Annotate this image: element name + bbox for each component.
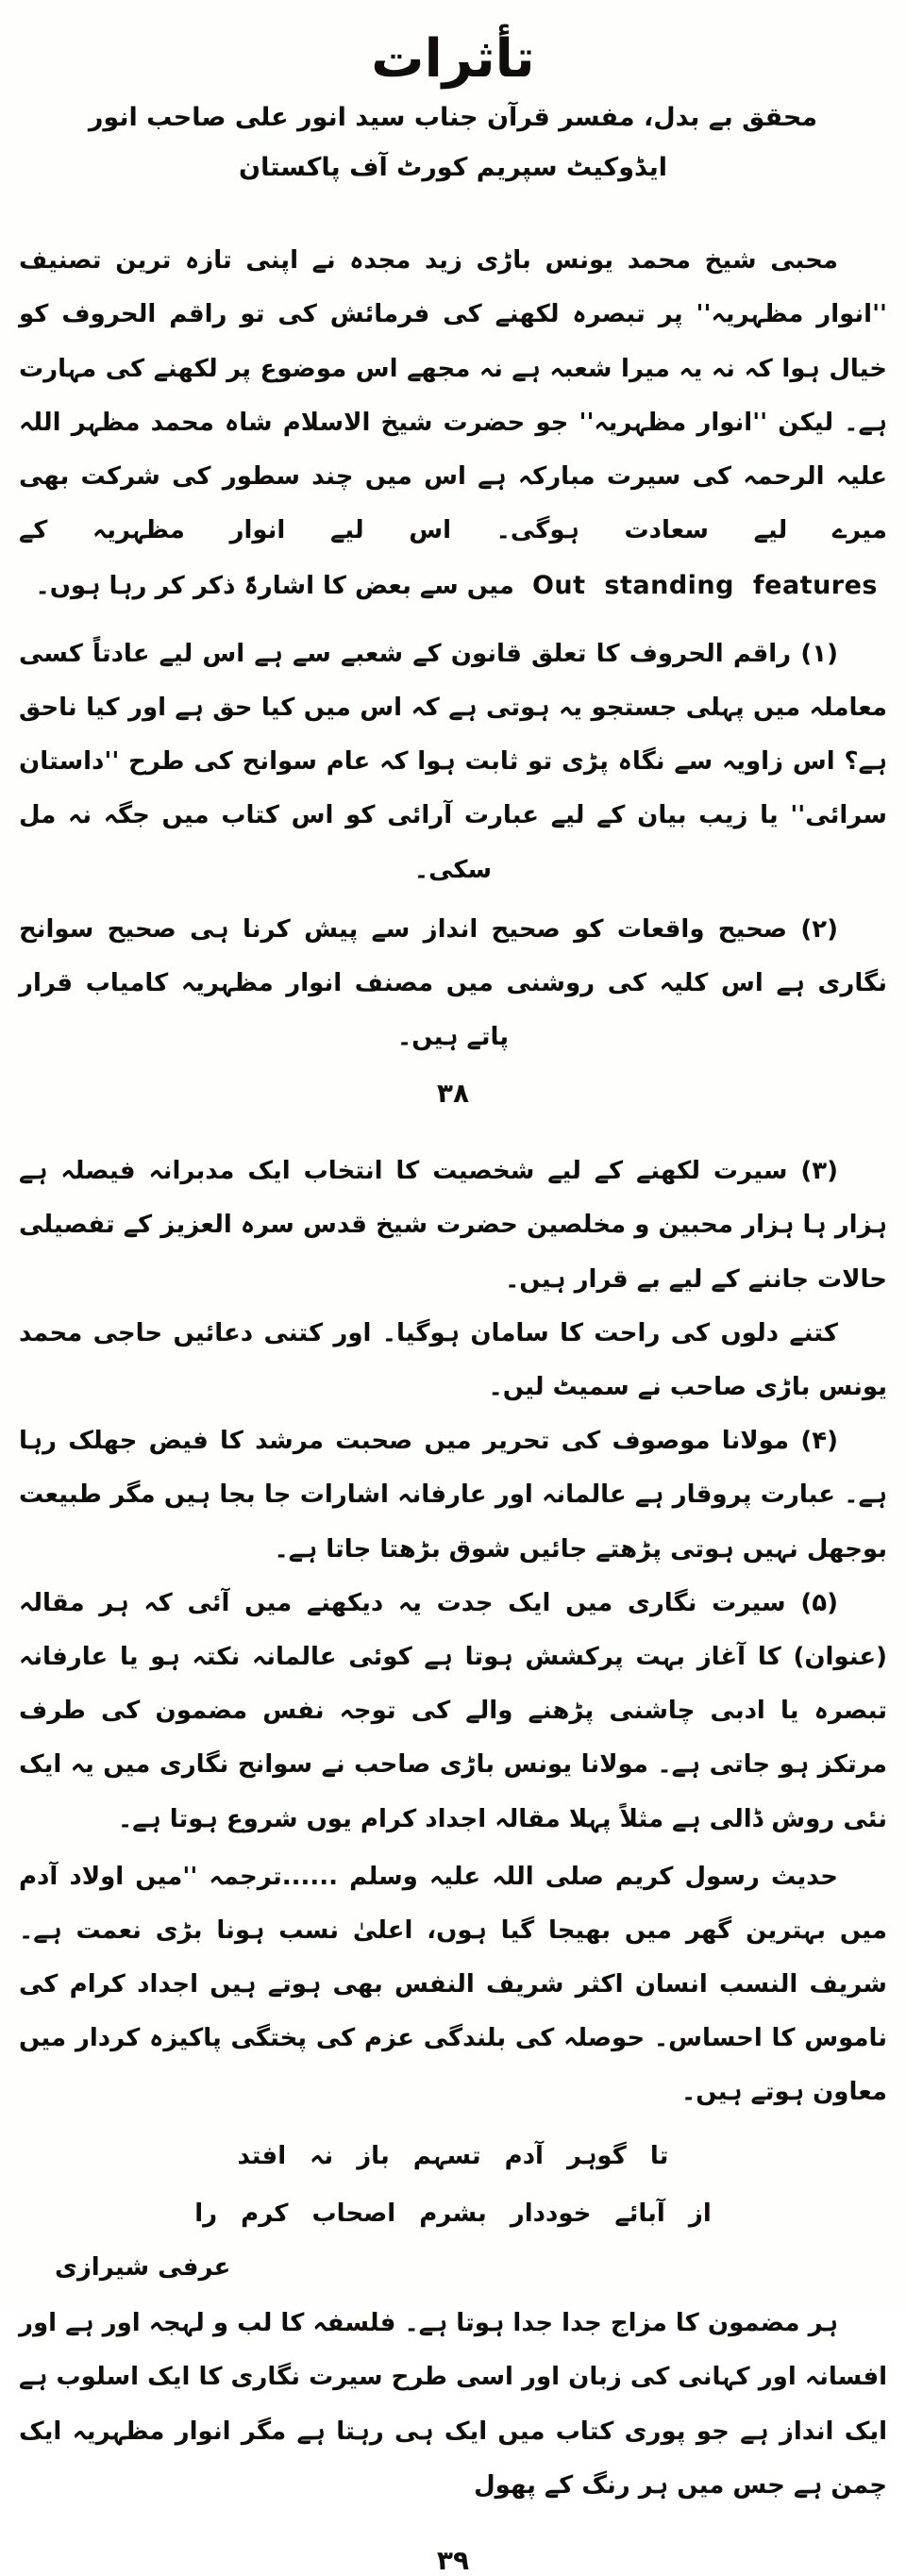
persian-couplet xyxy=(19,2128,887,2243)
point-text: صحیح واقعات کو صحیح انداز سے پیش کرنا ہی صحیح سوانح نگاری ہے اس کلیہ کی روشنی میں مصنف انوار مظہریہ کامیاب قرار پاتے ہیں۔ xyxy=(19,914,887,1052)
point-text: سیرت لکھنے کے لیے شخصیت کا انتخاب ایک مدبرانہ فیصلہ ہے ہزار ہا ہزار محبین و مخلصین حضرت شیخ قدس سرہ العزیز کے تفصیلی حالات جاننے کے لیے بے قرار ہیں۔ xyxy=(19,1157,887,1294)
point-number: (۳) xyxy=(800,1157,838,1186)
point-number: (۵) xyxy=(800,1588,838,1617)
numbered-point-1 xyxy=(19,627,887,897)
page-number-39: ۳۹ xyxy=(436,2545,470,2576)
point-number: (۴) xyxy=(800,1427,838,1456)
point-number: (۱) xyxy=(800,639,838,668)
point-text: مولانا موصوف کی تحریر میں صحبت مرشد کا فیض جھلک رہا ہے۔ عبارت پروقار ہے عالمانہ اور عارفانہ اشارات جا بجا ہیں مگر طبیعت بوجھل نہیں ہوتی پڑھتے جائیں شوق بڑھتا جاتا ہے۔ xyxy=(19,1427,887,1564)
numbered-point-2 xyxy=(19,903,887,1065)
english-phrase: Out standing features xyxy=(531,571,878,601)
byline-author: محقق بے بدل، مفسر قرآن جناب سید انور علی صاحب انور xyxy=(88,103,818,132)
point-text: راقم الحروف کا تعلق قانون کے شعبے سے ہے اس لیے عادتاً کسی معاملہ میں پہلی جستجو یہ ہوتی ہے کہ اس میں کیا حق ہے اور کیا ناحق ہے؟ اس زاویہ سے نگاہ پڑی تو ثابت ہوا کہ عام سوانح کی طرح ''داستان سرائی'' یا زیب بیان کے لیے عبارت آرائی کو اس کتاب میں جگہ نہ مل سکی۔ xyxy=(19,639,887,884)
numbered-point-4 xyxy=(19,1414,887,1577)
byline-designation: ایڈوکیٹ سپریم کورٹ آف پاکستان xyxy=(239,152,667,182)
point-3-continuation: کتنے دلوں کی راحت کا سامان ہوگیا۔ اور کتنی دعائیں حاجی محمد یونس باڑی صاحب نے سمیٹ لیں۔ xyxy=(19,1318,887,1402)
poet-attribution: عرفی شیرازی xyxy=(55,2252,231,2282)
point-text: سیرت نگاری میں ایک جدت یہ دیکھنے میں آئی کہ ہر مقالہ (عنوان) کا آغاز بہت پرکشش ہوتا ہے کوئی عالمانہ نکتہ ہو یا عارفانہ تبصرہ یا ادبی چاشنی پڑھنے والے کی توجہ نفس مضمون کی طرف مرتکز ہو جاتی ہے۔ مولانا یونس باڑی صاحب نے سوانح نگاری میں یہ ایک نئی روش ڈالی ہے مثلاً پہلا مقالہ اجداد کرام یوں شروع ہوتا ہے۔ xyxy=(19,1588,887,1833)
page-title: تأثرات xyxy=(371,28,535,90)
couplet-line-1: تا گوہر آدم تسہم باز نہ افتد xyxy=(237,2141,669,2170)
intro-text-before-english: محبی شیخ محمد یونس باڑی زید مجدہ نے اپنی تازہ ترین تصنیف ''انوار مظہریہ'' پر تبصرہ لکھنے کی فرمائش کی تو راقم الحروف کو خیال ہوا کہ نہ یہ میرا شعبہ ہے نہ مجھے اس موضوع پر لکھنے کی مہارت ہے۔ لیکن ''انوار مظہریہ'' جو حضرت شیخ الاسلام شاہ محمد مظہر اللہ علیہ الرحمہ کی سیرت مبارکہ ہے اس میں چند سطور کی شرکت بھی میرے لیے سعادت ہوگی۔ اس لیے انوار مظہریہ کے xyxy=(19,246,887,545)
numbered-point-5 xyxy=(19,1577,887,1847)
point-number: (۲) xyxy=(800,914,839,944)
intro-paragraph xyxy=(19,234,887,614)
closing-paragraph: ہر مضمون کا مزاج جدا جدا ہوتا ہے۔ فلسفہ کا لب و لہجہ اور ہے اور افسانہ اور کہانی کی زبان اور اسی طرح سیرت نگاری کا ایک اسلوب ہے ایک انداز ہے جو پوری کتاب میں ایک ہی رہتا ہے مگر انوار مظہریہ ایک چمن ہے جس میں ہر رنگ کے پھول xyxy=(19,2309,887,2500)
page-number-38: ۳۸ xyxy=(436,1078,470,1110)
couplet-line-2: از آبائے خوددار بشرم اصحاب کرم را xyxy=(194,2199,712,2228)
hadith-paragraph: حدیث رسول کریم صلی اللہ علیہ وسلم ......ترجمہ ''میں اولاد آدم میں بہترین گھر میں بھیجا گیا ہوں، اعلیٰ نسب ہونا بڑی نعمت ہے۔ شریف النسب انسان اکثر شریف النفس بھی ہوتے ہیں اجداد کرام کی ناموس کا احساس۔ حوصلہ کی بلندگی عزم کی پختگی پاکیزہ کردار میں معاون ہوتے ہیں۔ xyxy=(19,1862,887,2107)
numbered-point-3 xyxy=(19,1145,887,1307)
intro-text-after-english: میں سے بعض کا اشارۃً ذکر کر رہا ہوں۔ xyxy=(35,572,514,601)
